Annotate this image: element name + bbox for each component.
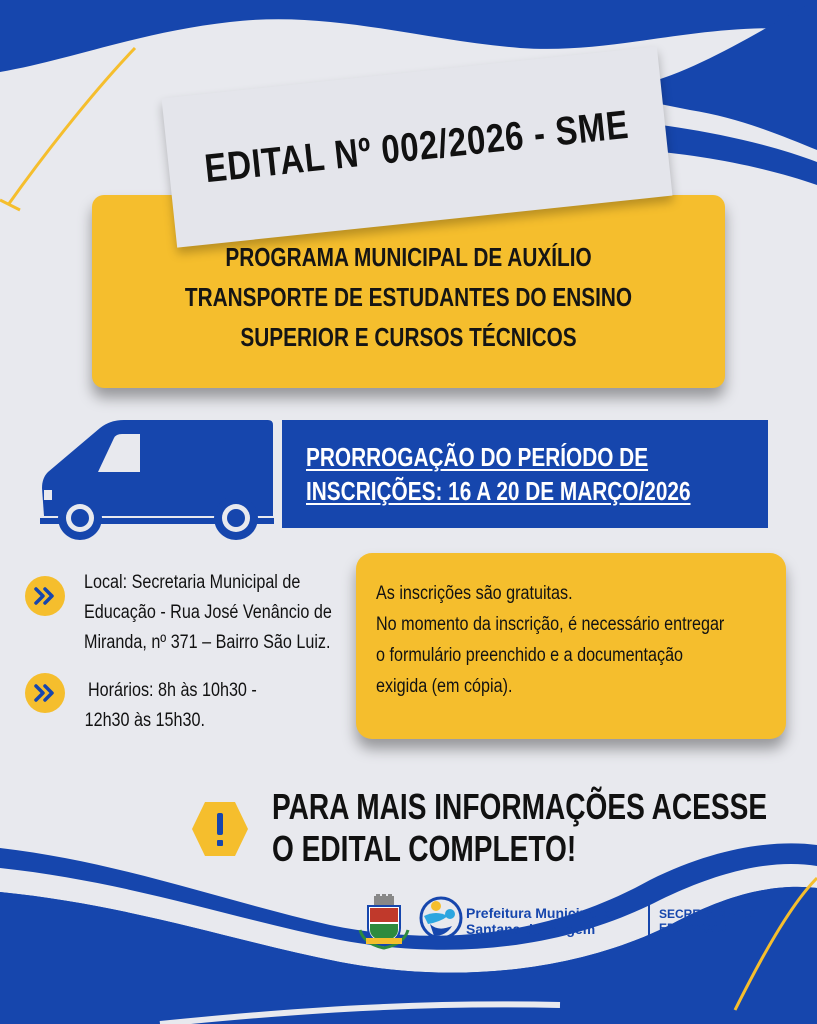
edital-title: EDITAL Nº 002/2026 - SME [202,102,632,191]
warning-hexagon-icon [190,800,250,858]
program-title-line: SUPERIOR E CURSOS TÉCNICOS [240,322,577,352]
double-chevron-right-icon [25,673,65,713]
prorrogacao-box [282,420,768,528]
info-line: o formulário preenchido e a documentação [376,645,684,666]
info-box [356,553,786,739]
horarios-line: 12h30 às 15h30. [84,710,205,731]
info-line: As inscrições são gratuitas. [376,583,573,604]
info-line: No momento da inscrição, é necessário entregar [376,614,725,635]
secretaria-line: SECRETARIA DE [659,907,756,921]
local-line: Miranda, nº 371 – Bairro São Luiz. [84,632,331,653]
secretaria-line: EDUCAÇÃO [659,921,729,935]
prorrogacao-line: INSCRIÇÕES: 16 A 20 DE MARÇO/2026 [306,476,691,506]
prefeitura-name [466,905,620,937]
program-title-line: TRANSPORTE DE ESTUDANTES DO ENSINO [184,282,633,312]
double-chevron-right-icon [25,576,65,616]
prefeitura-line: Santana da Vargem [466,921,596,937]
local-text [84,568,332,658]
local-line: Local: Secretaria Municipal de [84,572,301,593]
prefeitura-line: Prefeitura Municipal de [466,905,621,921]
program-title-line: PROGRAMA MUNICIPAL DE AUXÍLIO [225,242,592,272]
info-line: exigida (em cópia). [376,676,513,697]
coat-of-arms-logo [358,894,410,950]
prorrogacao-text [306,440,691,508]
cta-line: O EDITAL COMPLETO! [272,828,577,869]
cta-line: PARA MAIS INFORMAÇÕES ACESSE [272,786,768,827]
footer-divider [648,896,650,946]
secretaria-name [659,907,756,935]
local-line: Educação - Rua José Venâncio de [84,602,332,623]
cta-text [272,786,767,870]
prefeitura-logo [418,896,464,944]
horarios-line: Horários: 8h às 10h30 - [88,680,257,701]
van-icon [40,418,274,542]
program-title [155,237,661,357]
horarios-text [84,676,257,736]
prorrogacao-line: PRORROGAÇÃO DO PERÍODO DE [306,442,649,472]
